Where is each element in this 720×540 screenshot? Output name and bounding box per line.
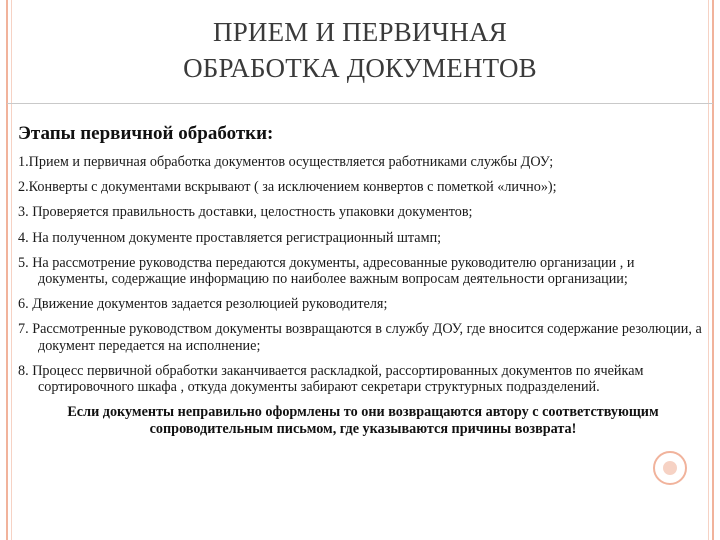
title-divider: [7, 103, 713, 104]
steps-list: [18, 154, 708, 395]
section-subtitle: Этапы первичной обработки:: [18, 123, 274, 144]
list-item: 2.Конверты с документами вскрывают ( за исключением конвертов с пометкой «лично»);: [18, 179, 557, 196]
slide-title: ПРИЕМ И ПЕРВИЧНАЯ ОБРАБОТКА ДОКУМЕНТОВ: [183, 17, 537, 83]
slide-content: [18, 122, 708, 438]
return-note: Если документы неправильно оформлены то они возвращаются автору с соответствующим сопроводительным письмом, где указываются причины возврата!: [67, 404, 659, 438]
list-item: 1.Прием и первичная обработка документов осуществляется работниками службы ДОУ;: [18, 154, 554, 170]
list-item: 6. Движение документов задается резолюцией руководителя;: [18, 296, 388, 313]
list-item: 7. Рассмотренные руководством документы возвращаются в службу ДОУ, где вносится содержание резолюции, а документ передается на исполнение;: [18, 321, 702, 354]
list-item: 8. Процесс первичной обработки заканчивается раскладкой, рассортированных документов по ячейкам сортировочного шкафа , откуда документы забирают секретари структурных подразделений.: [18, 362, 644, 396]
list-item: 5. На рассмотрение руководства передаются документы, адресованные руководителю организации , и документы, содержащие информацию по наиболее важным вопросам деятельности организации;: [18, 254, 635, 288]
list-item: 3. Проверяется правильность доставки, целостность упаковки документов;: [18, 204, 473, 221]
list-item: 4. На полученном документе проставляется регистрационный штамп;: [18, 229, 442, 246]
decorative-circle-icon: [653, 451, 687, 485]
